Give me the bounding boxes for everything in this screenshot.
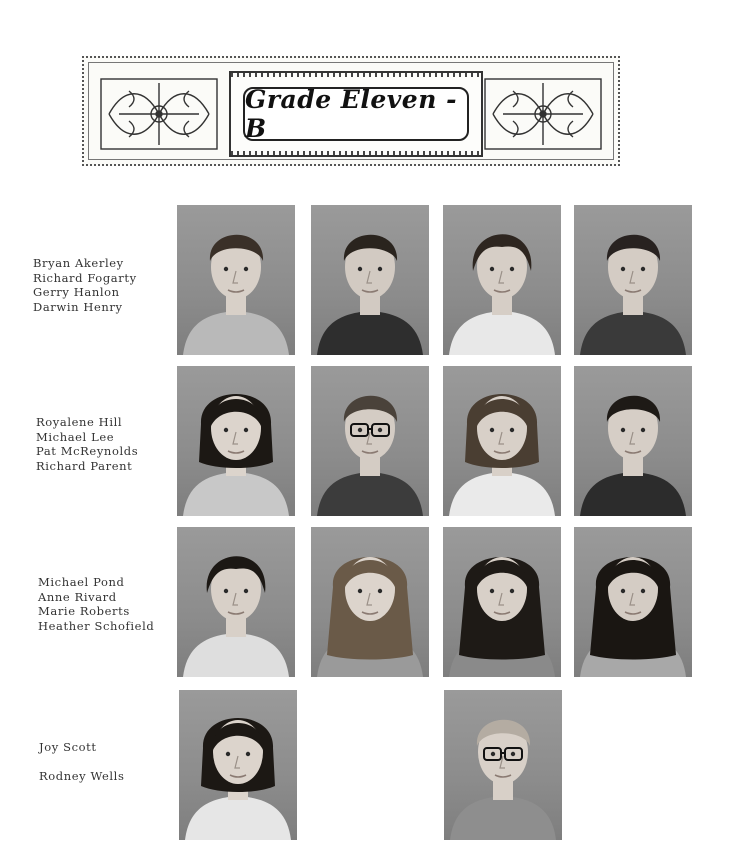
portrait-photo: [177, 205, 295, 355]
portrait-silhouette-icon: [179, 690, 297, 840]
student-name: Heather Schofield: [38, 618, 155, 633]
student-name: Gerry Hanlon: [33, 285, 120, 299]
portrait-photo: [177, 527, 295, 677]
student-name: Anne Rivard: [38, 589, 117, 604]
student-name: Royalene Hill: [36, 415, 123, 429]
portrait-photo: [444, 690, 562, 840]
student-name: Pat McReynolds: [36, 444, 139, 458]
student-name: Michael Lee: [36, 429, 115, 444]
student-name: Bryan Akerley: [33, 256, 124, 270]
portrait-silhouette-icon: [311, 527, 429, 677]
page-title: Grade Eleven - B: [245, 85, 457, 143]
portrait-silhouette-icon: [574, 205, 692, 355]
portrait-photo: [311, 527, 429, 677]
portrait-silhouette-icon: [177, 205, 295, 355]
portrait-silhouette-icon: [311, 205, 429, 355]
portrait-silhouette-icon: [177, 527, 295, 677]
title-plate: [243, 87, 469, 141]
portrait-silhouette-icon: [177, 366, 295, 516]
portrait-photo: [574, 527, 692, 677]
student-name: Rodney Wells: [39, 768, 125, 783]
row-3-names: [38, 575, 154, 633]
row-1-names: [33, 256, 137, 314]
portrait-photo: [311, 366, 429, 516]
portrait-silhouette-icon: [443, 366, 561, 516]
portrait-photo: [574, 366, 692, 516]
student-name: Michael Pond: [38, 575, 125, 589]
portrait-photo: [574, 205, 692, 355]
row-2-names: [36, 415, 138, 473]
header-banner: [82, 56, 620, 166]
student-name: Richard Fogarty: [33, 270, 137, 285]
portrait-photo: [177, 366, 295, 516]
student-name: Marie Roberts: [38, 604, 130, 618]
portrait-photo: [443, 527, 561, 677]
student-name: Joy Scott: [39, 740, 97, 754]
title-frame: [229, 71, 483, 157]
banner-border: [88, 62, 614, 160]
portrait-photo: [443, 366, 561, 516]
portrait-silhouette-icon: [574, 366, 692, 516]
student-name: Richard Parent: [36, 458, 133, 473]
student-name: Darwin Henry: [33, 299, 123, 314]
portrait-silhouette-icon: [311, 366, 429, 516]
portrait-silhouette-icon: [574, 527, 692, 677]
row-4-names: [39, 740, 124, 797]
ornament-left-icon: [99, 77, 219, 151]
portrait-photo: [443, 205, 561, 355]
portrait-silhouette-icon: [443, 527, 561, 677]
portrait-silhouette-icon: [444, 690, 562, 840]
portrait-silhouette-icon: [443, 205, 561, 355]
ornament-right-icon: [483, 77, 603, 151]
portrait-photo: [311, 205, 429, 355]
portrait-photo: [179, 690, 297, 840]
